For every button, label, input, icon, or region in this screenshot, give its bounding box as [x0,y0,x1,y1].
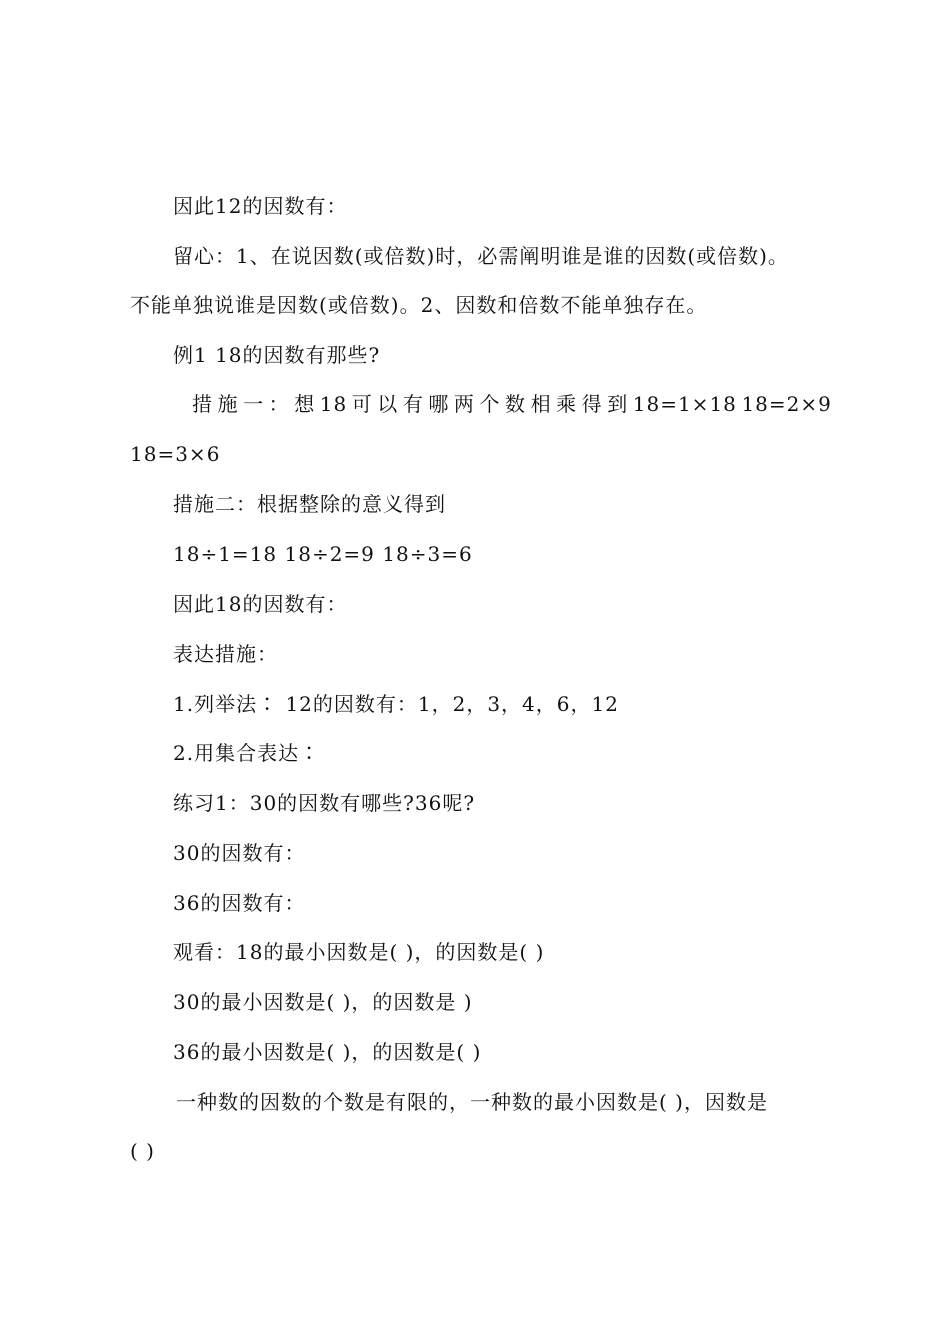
method1-part: 以 [377,392,399,416]
text-line-18: 36的最小因数是( )，的因数是( ) [173,1040,482,1064]
method1-part: 措 [192,392,213,416]
method1-part: ： [268,392,290,416]
text-line-5 [192,391,832,417]
method1-part: 两 [453,392,475,416]
method1-part: 一 [243,392,265,416]
text-line-4: 例1 18的因数有那些? [173,343,381,367]
text-line-12: 2.用集合表达∶ [173,741,321,765]
method1-part: 个 [479,392,501,416]
method1-part: 得 [581,392,603,416]
text-line-19: 一种数的因数的个数是有限的，一种数的最小因数是( )，因数是 [176,1090,768,1114]
method1-part: 18 [319,392,348,416]
text-line-1: 因此12的因数有： [173,194,348,218]
text-line-14: 30的因数有： [173,841,306,865]
text-line-8: 18÷1=18 18÷2=9 18÷3=6 [173,542,473,566]
text-line-10: 表达措施： [173,642,278,666]
method1-part: 数 [505,392,527,416]
text-line-9: 因此18的因数有： [173,592,348,616]
method1-part: 到 [607,392,629,416]
method1-part: 施 [217,392,239,416]
method1-part: 有 [402,392,424,416]
method1-part: 可 [351,392,373,416]
method1-part: 18=2×9 [741,392,832,416]
text-line-7: 措施二：根据整除的意义得到 [173,492,446,516]
method1-part: 18=1×18 [632,392,737,416]
text-line-15: 36的因数有： [173,891,306,915]
method1-part: 乘 [556,392,578,416]
text-line-11: 1.列举法∶ 12的因数有：1，2，3，4，6，12 [173,692,619,716]
text-line-16: 观看：18的最小因数是( )，的因数是( ) [173,940,545,964]
method1-part: 相 [530,392,552,416]
method1-part: 哪 [428,392,450,416]
method1-part: 想 [294,392,316,416]
text-line-2: 留心：1、在说因数(或倍数)时，必需阐明谁是谁的因数(或倍数)。 [173,244,789,268]
text-line-20: ( ) [130,1139,155,1163]
text-line-13: 练习1：30的因数有哪些?36呢? [173,791,476,815]
text-line-17: 30的最小因数是( )，的因数是 ) [173,990,473,1014]
text-line-3: 不能单独说谁是因数(或倍数)。2、因数和倍数不能单独存在。 [130,293,708,317]
text-line-6: 18=3×6 [130,442,221,466]
